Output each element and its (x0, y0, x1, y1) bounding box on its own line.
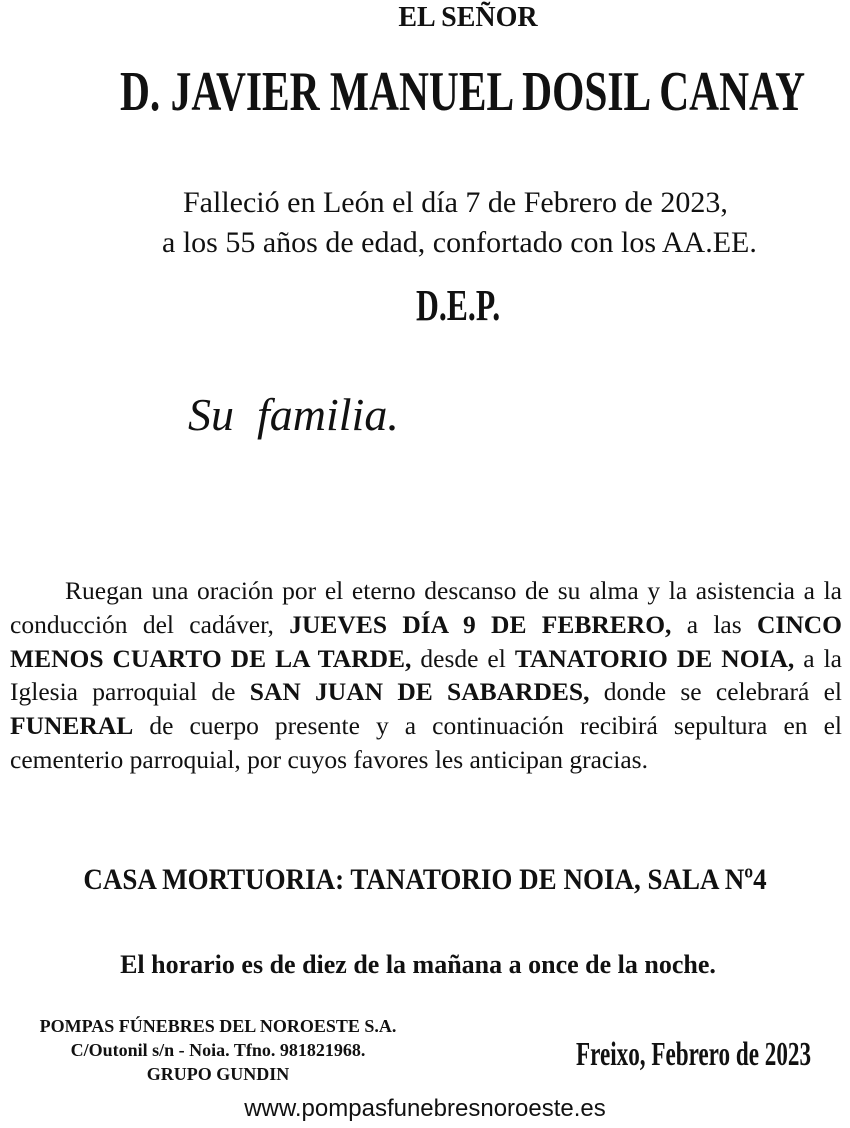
announcement-date: JUEVES DÍA 9 DE FEBRERO, (289, 609, 672, 639)
mortuary-info: CASA MORTUORIA: TANATORIO DE NOIA, SALA Nº4 (83, 863, 767, 896)
announcement-text: desde el (411, 643, 515, 673)
visiting-hours: El horario es de diez de la mañana a once de la noche. (120, 950, 716, 979)
announcement-funeral: FUNERAL (10, 711, 134, 741)
announcement-paragraph (10, 574, 842, 777)
announcement-text: a las (671, 609, 757, 639)
family-signature: Su familia. (188, 389, 399, 440)
company-address: C/Outonil s/n - Noia. Tfno. 981821968. (70, 1040, 366, 1060)
announcement-church: SAN JUAN DE SABARDES, (249, 677, 590, 707)
announcement-text: de cuerpo presente y a continuación recibirá sepultura en el cementerio parroquial, por cuyos favores les anticipan gracias. (10, 711, 842, 774)
website-link[interactable]: www.pompasfunebresnoroeste.es (244, 1095, 606, 1122)
company-block (0, 1014, 436, 1086)
dep-text: D.E.P. (416, 281, 501, 330)
announcement-text: a la Iglesia parroquial de (10, 643, 842, 707)
company-group: GRUPO GUNDIN (146, 1064, 290, 1084)
header-title: EL SEÑOR (398, 2, 538, 33)
deceased-name: D. JAVIER MANUEL DOSIL CANAY (120, 61, 806, 123)
company-name: POMPAS FÚNEBRES DEL NOROESTE S.A. (39, 1016, 397, 1036)
announcement-origin: TANATORIO DE NOIA, (514, 643, 795, 673)
death-info-line-1: Falleció en León el día 7 de Febrero de 2023, (183, 186, 728, 219)
place-date: Freixo, Febrero de 2023 (576, 1036, 812, 1073)
death-info-line-2: a los 55 años de edad, confortado con los AA.EE. (162, 226, 757, 259)
announcement-text: donde se celebrará el (589, 677, 842, 707)
announcement-text: Ruegan una oración por el eterno descanso de su alma y la asistencia a la conducción del cadáver, (10, 576, 842, 639)
announcement-time: CINCO MENOS CUARTO DE LA TARDE, (10, 609, 842, 673)
